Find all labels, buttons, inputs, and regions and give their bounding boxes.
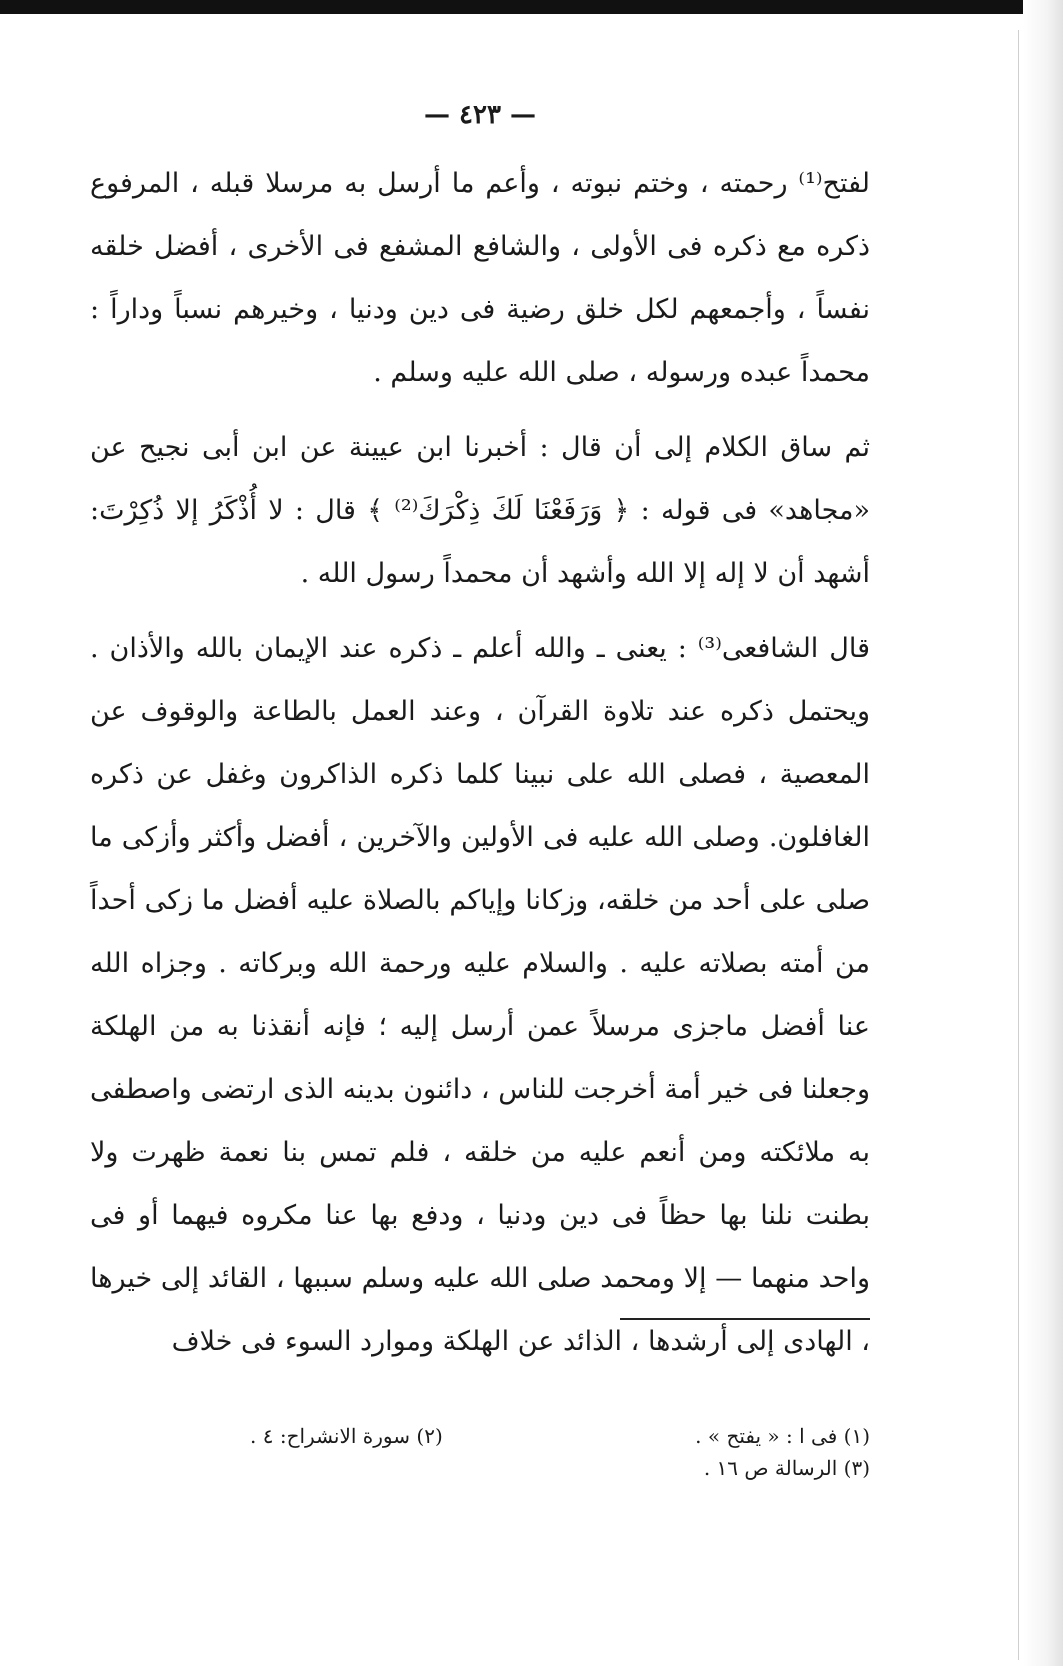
footnote-3: (٣) الرسالة ص ١٦ . — [703, 1456, 870, 1480]
footnotes — [250, 1420, 870, 1484]
footnote-2: (٢) سورة الانشراح: ٤ . — [250, 1424, 443, 1448]
paragraph-1: لفتح⁽¹⁾ رحمته ، وختم نبوته ، وأعم ما أرسل به مرسلا قبله ، المرفوع ذكره مع ذكره فى الأولى ، والشافع المشفع فى الأخرى ، أفضل خلقه نفساً ، وأجمعهم لكل خلق رضية فى دين ودنيا ، وخيرهم نسباً وداراً : محمداً عبده ورسوله ، صلى الله عليه وسلم . — [90, 168, 870, 388]
paragraph-2: ثم ساق الكلام إلى أن قال : أخبرنا ابن عيينة عن ابن أبى نجيح عن «مجاهد» فى قوله : ﴿ وَرَفَعْنَا لَكَ ذِكْرَكَ⁽²⁾ ﴾ قال : لا أُذْكَرُ إلا ذُكِرْتَ: أشهد أن لا إله إلا الله وأشهد أن محمداً رسول الله . — [90, 432, 870, 589]
scan-page-edge — [1023, 0, 1063, 1666]
paragraph-3: قال الشافعى⁽³⁾ : يعنى ـ والله أعلم ـ ذكره عند الإيمان بالله والأذان . ويحتمل ذكره عند تلاوة القرآن ، وعند العمل بالطاعة والوقوف عن المعصية ، فصلى الله على نبينا كلما ذكره الذاكرون وغفل عن ذكره الغافلون. وصلى الله عليه فى الأولين والآخرين ، أفضل وأكثر وأزكى ما صلى على أحد من خلقه، وزكانا وإياكم بالصلاة عليه أفضل ما زكى أحداً من أمته بصلاته عليه . والسلام عليه ورحمة الله وبركاته . وجزاه الله عنا أفضل ماجزى مرسلاً عمن أرسل إليه ؛ فإنه أنقذنا به من الهلكة وجعلنا فى خير أمة أخرجت للناس ، دائنون بدينه الذى ارتضى واصطفى به ملائكته ومن أنعم عليه من خلقه ، فلم تمس بنا نعمة ظهرت ولا بطنت نلنا بها حظاً فى دين ودنيا ، ودفع بها عنا مكروه فيهما أو فى واحد منهما — إلا ومحمد صلى الله عليه وسلم سببها ، القائد إلى خيرها ، الهادى إلى أرشدها ، الذائد عن الهلكة وموارد السوء فى خلاف — [90, 633, 870, 1357]
footnote-1: (١) فى ا : « يفتح » . — [695, 1424, 870, 1448]
scan-binding-line — [1018, 30, 1019, 1660]
footnote-row-1 — [250, 1420, 870, 1452]
page-number: — ٤٢٣ — — [423, 100, 537, 130]
footnote-divider — [620, 1318, 870, 1320]
book-page — [90, 100, 870, 1373]
footnote-row-2 — [250, 1452, 870, 1484]
scan-top-border — [0, 0, 1063, 14]
